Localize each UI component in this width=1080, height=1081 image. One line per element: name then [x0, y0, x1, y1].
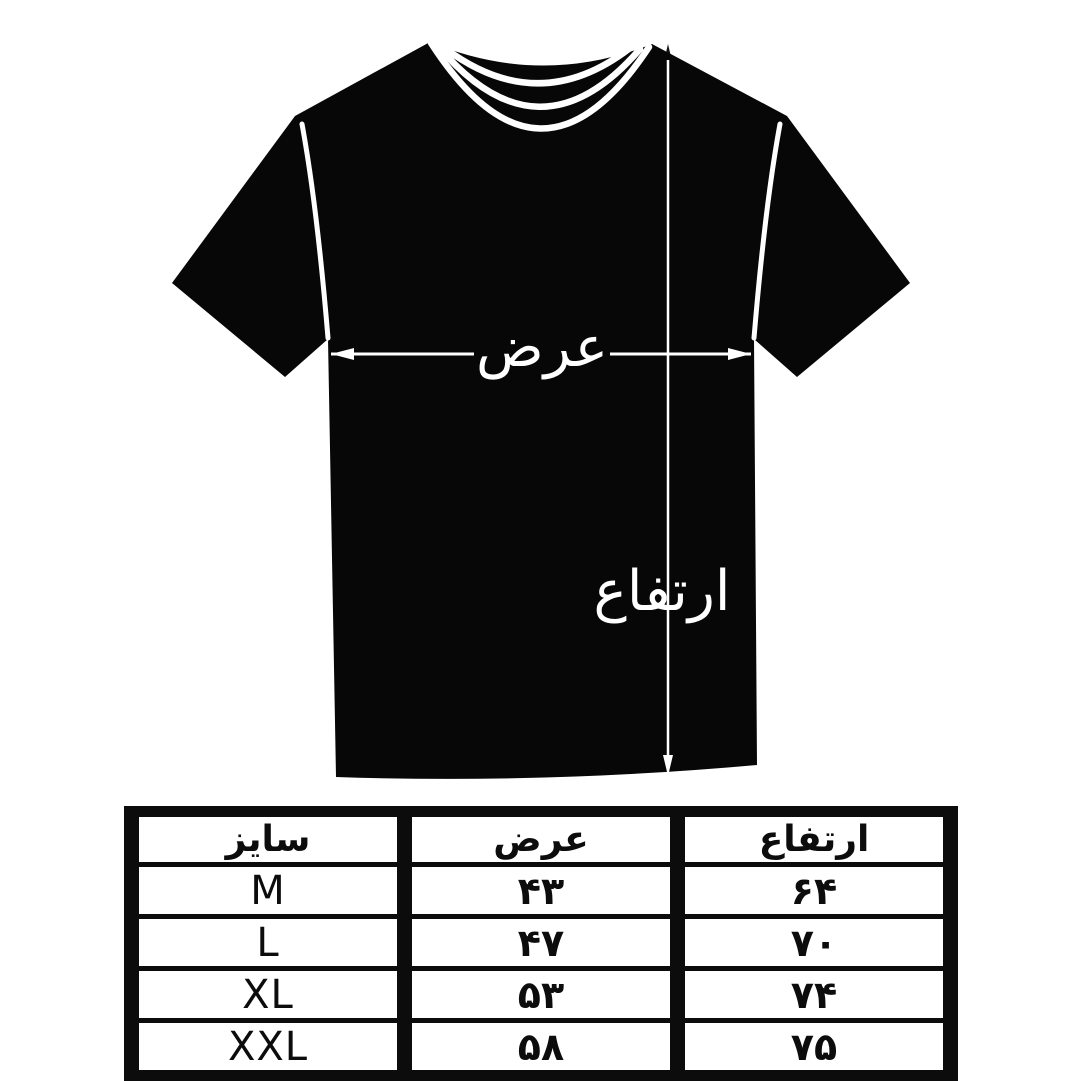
header-size: سایز [132, 812, 405, 865]
width-cell: ۴۷ [405, 917, 678, 969]
size-cell: L [132, 917, 405, 969]
header-height: ارتفاع [678, 812, 951, 865]
table-row-xxl [132, 1021, 951, 1076]
table-row-m [132, 865, 951, 917]
width-cell: ۵۸ [405, 1021, 678, 1076]
height-cell: ۷۴ [678, 969, 951, 1021]
width-cell: ۴۳ [405, 865, 678, 917]
size-table-header-row [132, 812, 951, 865]
height-label: ارتفاع [593, 559, 731, 624]
height-cell: ۶۴ [678, 865, 951, 917]
height-cell: ۷۰ [678, 917, 951, 969]
width-label: عرض [475, 315, 609, 380]
tshirt-silhouette [172, 42, 910, 779]
size-cell: XL [132, 969, 405, 1021]
size-cell: XXL [132, 1021, 405, 1076]
table-row-l [132, 917, 951, 969]
width-cell: ۵۳ [405, 969, 678, 1021]
table-row-xl [132, 969, 951, 1021]
size-cell: M [132, 865, 405, 917]
size-table [124, 806, 958, 1081]
height-cell: ۷۵ [678, 1021, 951, 1076]
header-width: عرض [405, 812, 678, 865]
